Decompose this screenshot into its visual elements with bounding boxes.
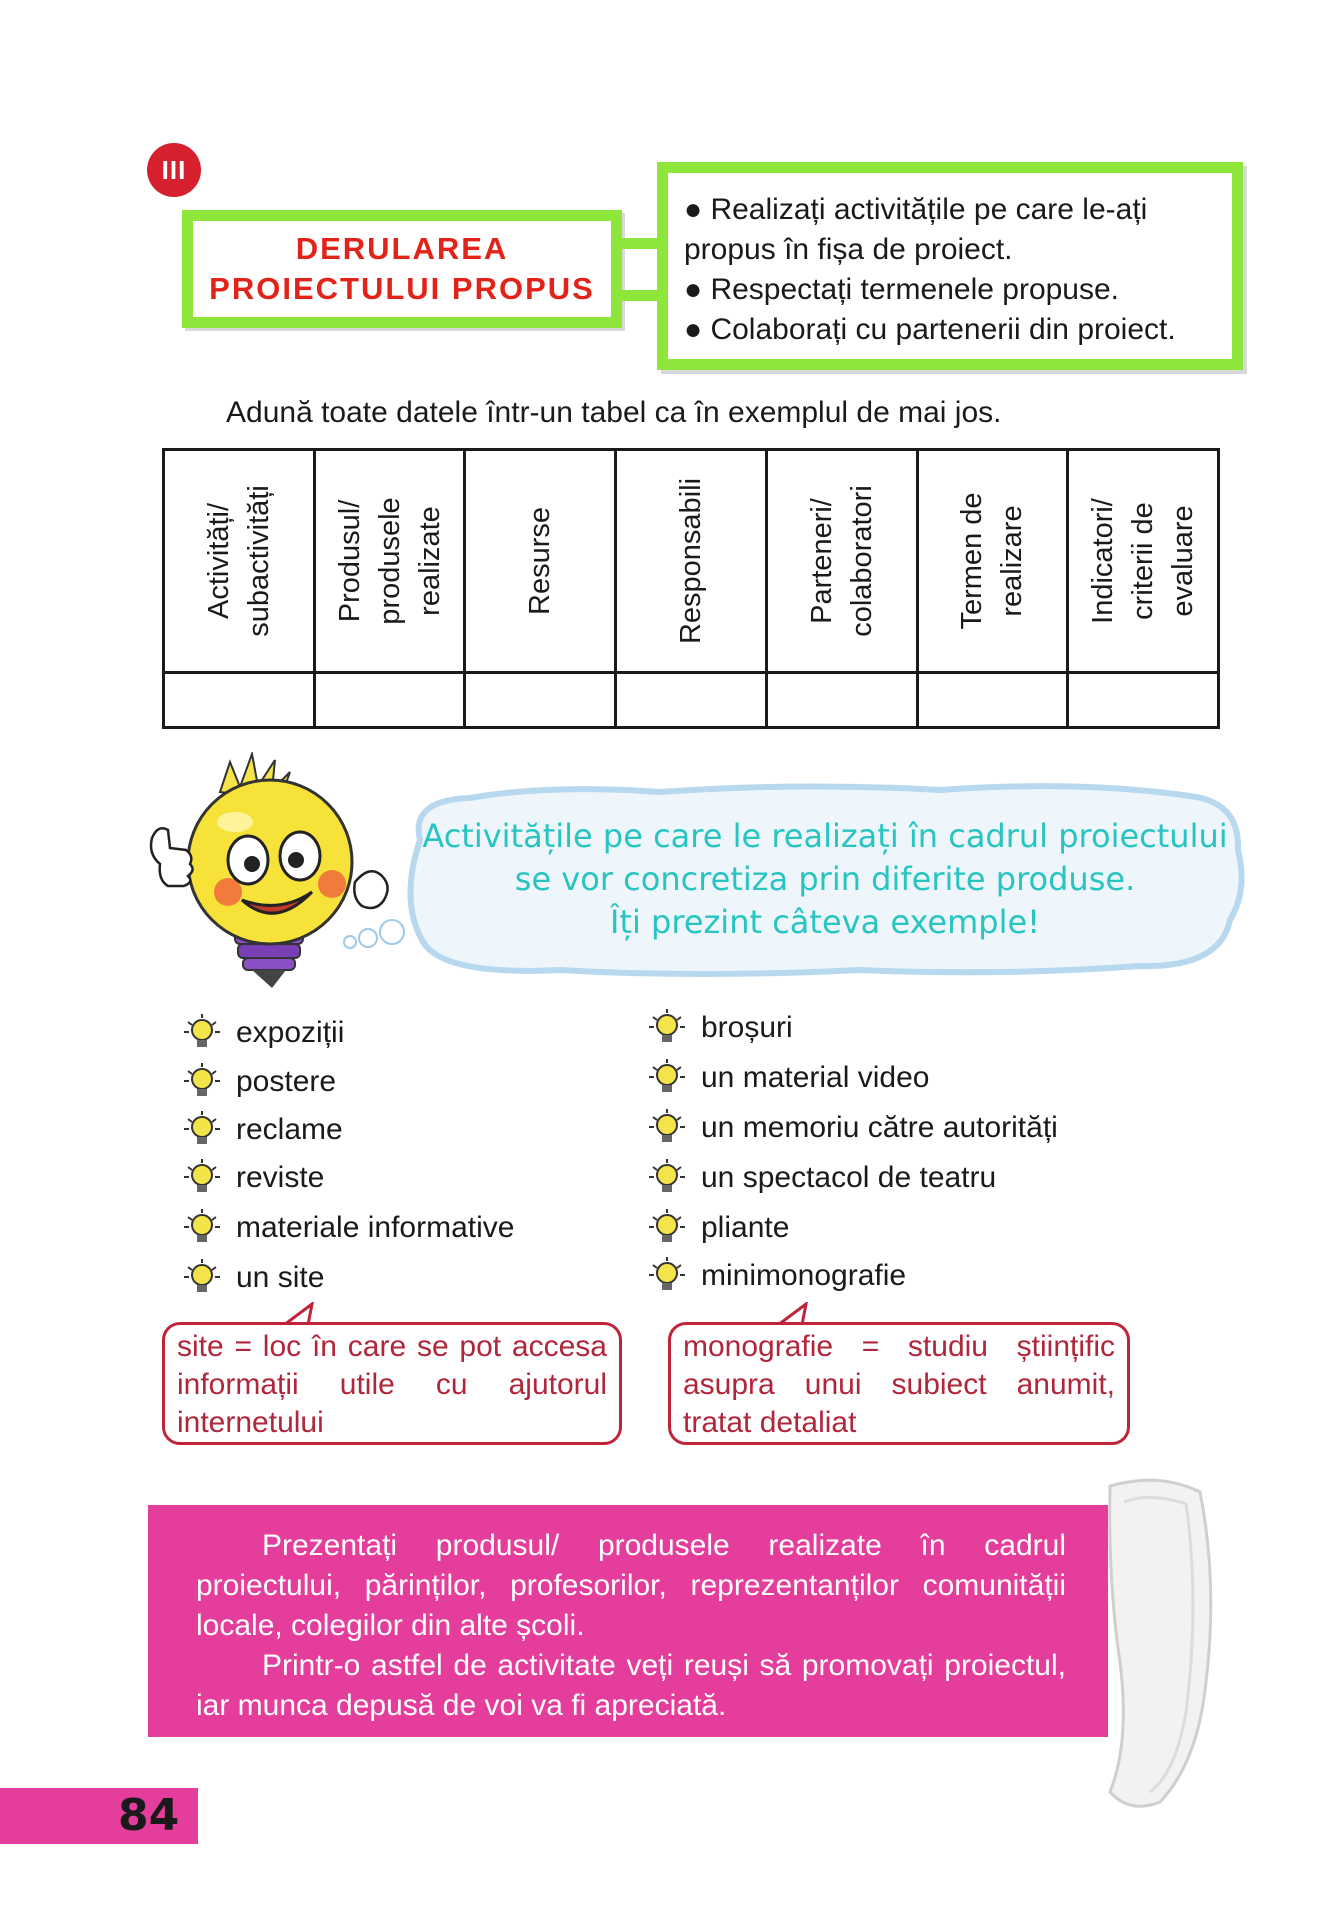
table-cell: [465, 673, 616, 728]
closing-paragraph: Printr-o astfel de activitate veți reuși să promovați proiectul, iar munca depusă de voi va fi apreciată.: [196, 1649, 1066, 1722]
table-cell: [314, 673, 465, 728]
bulb-bullet-icon: [182, 1207, 226, 1251]
table-cell: [616, 673, 767, 728]
page-number: 84: [118, 1790, 180, 1841]
table-cell: [917, 673, 1068, 728]
bulb-bullet-icon: [647, 1207, 691, 1251]
bulb-bullet-icon: [182, 1157, 226, 1201]
table-header: [314, 450, 465, 673]
header-resurse: Resurse: [524, 507, 557, 615]
table-header: [917, 450, 1068, 673]
speech-line: Îți prezint câteva exemple!: [610, 903, 1040, 941]
torn-paper-decoration: [1090, 1462, 1220, 1822]
closing-text: [196, 1526, 1066, 1726]
header-produsul: Produsul/ produsele realizate: [333, 497, 446, 625]
table-header-row: [164, 450, 1219, 673]
bulb-bullet-icon: [647, 1107, 691, 1151]
instruction-line: ● Realizați activitățile pe care le-ați: [684, 193, 1148, 226]
definition-text: site = loc în care se pot accesa informații utile cu ajutorul internetului: [177, 1330, 607, 1439]
bulb-bullet-icon: [647, 1007, 691, 1051]
header-parteneri: Parteneri/ colaboratori: [805, 485, 878, 637]
header-responsabili: Responsabili: [674, 477, 707, 645]
instructions-box: [657, 162, 1243, 370]
instruction-line: ● Respectați termenele propuse.: [684, 273, 1120, 306]
intro-text: Adună toate datele într-un tabel ca în exemplul de mai jos.: [226, 396, 1002, 429]
bulb-bullet-icon: [647, 1157, 691, 1201]
bulb-bullet-icon: [182, 1257, 226, 1301]
section-title: [182, 210, 622, 328]
table-cell: [164, 673, 315, 728]
definition-text: monografie = studiu științific asupra unui subiect anumit, tratat detaliat: [683, 1330, 1115, 1439]
bulb-bullet-icon: [182, 1012, 226, 1056]
instruction-line: ● Colaborați cu partenerii din proiect.: [684, 313, 1176, 346]
definition-monografie: [668, 1322, 1130, 1445]
speech-line: Activitățile pe care le realizați în cadrul proiectului: [422, 817, 1228, 855]
mascot-speech: [420, 815, 1230, 944]
section-title-line1: DERULAREA: [295, 231, 509, 266]
table-header: [465, 450, 616, 673]
definition-site: [162, 1322, 622, 1445]
closing-paragraph: Prezentați produsul/ produsele realizate în cadrul proiectului, părinților, profesorilor, reprezentanților comunității locale, colegilor din alte școli.: [196, 1529, 1066, 1642]
section-badge: III: [147, 143, 201, 197]
bulb-bullet-icon: [647, 1057, 691, 1101]
table-row: [164, 673, 1219, 728]
bulb-bullet-icon: [647, 1255, 691, 1299]
bulb-bullet-icon: [182, 1109, 226, 1153]
instruction-line: propus în fișa de proiect.: [684, 233, 1013, 266]
header-indicatori: Indicatori/ criterii de evaluare: [1087, 498, 1200, 624]
table-header: [164, 450, 315, 673]
table-cell: [766, 673, 917, 728]
connector: [620, 290, 660, 301]
table-header: [1068, 450, 1219, 673]
header-activitati: Activități/ subactivități: [202, 485, 275, 637]
connector: [620, 238, 660, 249]
speech-line: se vor concretiza prin diferite produse.: [514, 860, 1136, 898]
bulb-bullet-icon: [182, 1061, 226, 1105]
section-title-line2: PROIECTULUI PROPUS: [209, 271, 595, 306]
header-termen: Termen de realizare: [956, 492, 1029, 630]
lightbulb-mascot-icon: [140, 752, 420, 1002]
project-table: [162, 448, 1220, 729]
table-header: [616, 450, 767, 673]
table-header: [766, 450, 917, 673]
table-cell: [1068, 673, 1219, 728]
